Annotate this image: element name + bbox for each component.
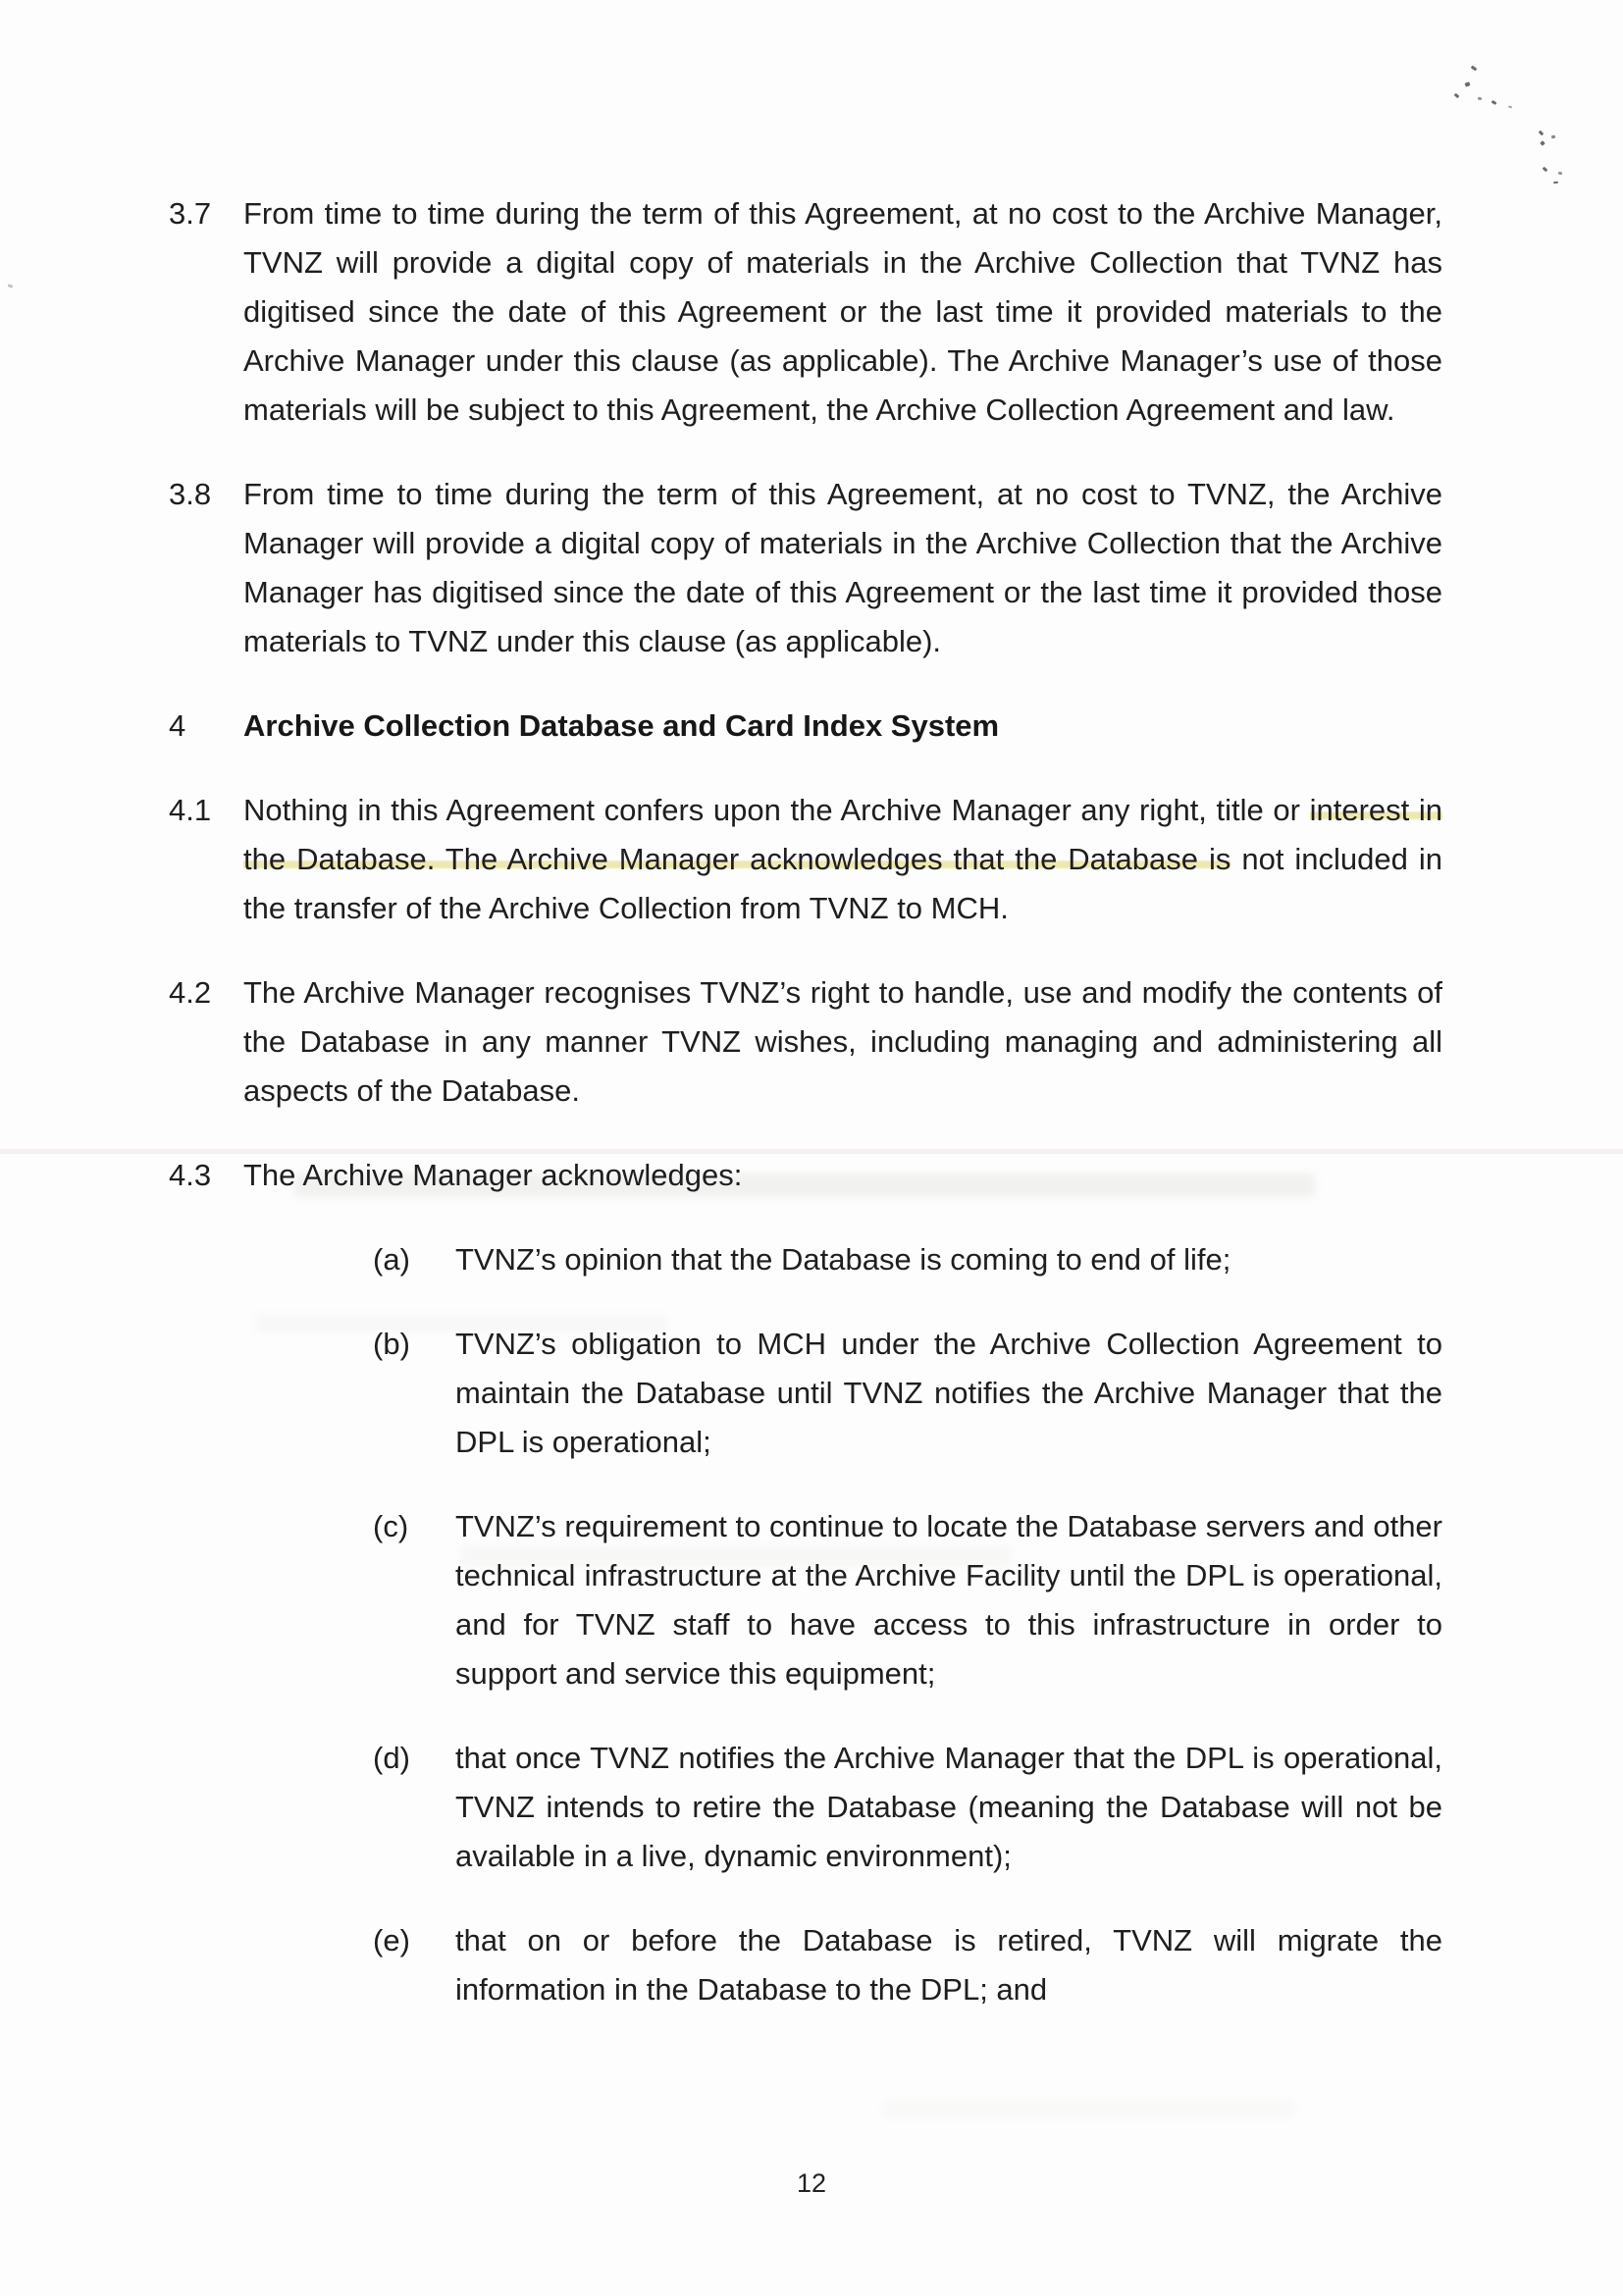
subclause-label: (c): [373, 1509, 409, 1543]
section-heading: Archive Collection Database and Card Index System: [243, 708, 1000, 743]
dust-speck: [1539, 130, 1544, 136]
dust-speck: [1540, 140, 1545, 146]
clause-text: From time to time during the term of this Agreement, at no cost to TVNZ, the Archive Manager will provide a digital copy of materials in the Archive Collection that the Archive Manager has digitised since the date of this Agreement or the last time it provided those materials to TVNZ under this clause (as applicable).: [243, 477, 1442, 658]
clause-number: 3.8: [169, 477, 212, 511]
subclause-label: (d): [373, 1741, 410, 1775]
subclause-text: that once TVNZ notifies the Archive Manager that the DPL is operational, TVNZ intends to retire the Database (meaning the Database will not be available in a live, dynamic environment);: [455, 1741, 1442, 1873]
clause-3-7: [169, 189, 1442, 435]
clause-3-8: [169, 470, 1442, 666]
clause-text: From time to time during the term of this Agreement, at no cost to the Archive Manager, TVNZ will provide a digital copy of materials in the Archive Collection that TVNZ has digitised since the date of this Agreement or the last time it provided materials to the Archive Manager under this clause (as applicable). The Archive Manager’s use of those materials will be subject to this Agreement, the Archive Collection Agreement and law.: [243, 196, 1442, 427]
clause-number: 4.3: [169, 1158, 212, 1192]
clause-4-3: [169, 1151, 1442, 1200]
subclause-text: TVNZ’s obligation to MCH under the Archive Collection Agreement to maintain the Database until TVNZ notifies the Archive Manager that the DPL is operational;: [455, 1327, 1442, 1459]
subclause-label: (e): [373, 1923, 410, 1957]
clause-text: The Archive Manager recognises TVNZ’s right to handle, use and modify the contents of the Database in any manner TVNZ wishes, including managing and administering all aspects of the Database.: [243, 975, 1442, 1108]
clause-number: 4.2: [169, 975, 212, 1010]
dust-speck: [1492, 100, 1497, 105]
subclause-text: TVNZ’s requirement to continue to locate the Database servers and other technical infrastructure at the Archive Facility until the DPL is operational, and for TVNZ staff to have access to this infrastructure in order to support and service this equipment;: [455, 1509, 1442, 1691]
section-4-heading-row: [169, 702, 1442, 751]
subclause-e: [373, 1916, 1442, 2014]
dust-speck: [1478, 97, 1482, 101]
dust-speck: [1543, 167, 1548, 173]
clause-4-1: [169, 786, 1442, 933]
clause-text-segment: not included in the transfer of the Archive Collection from TVNZ to MCH.: [243, 842, 1442, 925]
highlighted-text-segment: interest in the Database. The Archive Manager acknowledges that the Database is: [243, 793, 1442, 876]
dust-speck: [1553, 182, 1558, 183]
subclause-d: [373, 1734, 1442, 1881]
subclause-label: (a): [373, 1242, 410, 1277]
subclause-c: [373, 1502, 1442, 1698]
clause-text: [243, 786, 1442, 933]
clause-number: 4.1: [169, 793, 212, 827]
subclause-label: (b): [373, 1327, 410, 1361]
subclause-text: TVNZ’s opinion that the Database is coming to end of life;: [455, 1242, 1231, 1277]
section-number: 4: [169, 708, 186, 743]
dust-speck: [1471, 66, 1478, 72]
subclause-text: that on or before the Database is retired, TVNZ will migrate the information in the Database to the DPL; and: [455, 1923, 1442, 2007]
bleed-through-artifact: [883, 2100, 1295, 2117]
dust-speck: [8, 284, 14, 288]
page-number: 12: [796, 2168, 827, 2198]
dust-speck: [1464, 81, 1470, 86]
clause-4-2: [169, 968, 1442, 1116]
subclause-b: [373, 1320, 1442, 1467]
dust-speck: [1454, 93, 1460, 99]
dust-speck: [1508, 106, 1512, 109]
clause-number: 3.7: [169, 196, 212, 231]
clause-text: The Archive Manager acknowledges:: [243, 1158, 743, 1192]
dust-speck: [1558, 172, 1562, 176]
document-body: [169, 189, 1442, 2050]
dust-speck: [1551, 135, 1556, 139]
clause-text-segment: Nothing in this Agreement confers upon the Archive Manager any right, title or: [243, 793, 1300, 827]
subclause-a: [373, 1235, 1442, 1284]
